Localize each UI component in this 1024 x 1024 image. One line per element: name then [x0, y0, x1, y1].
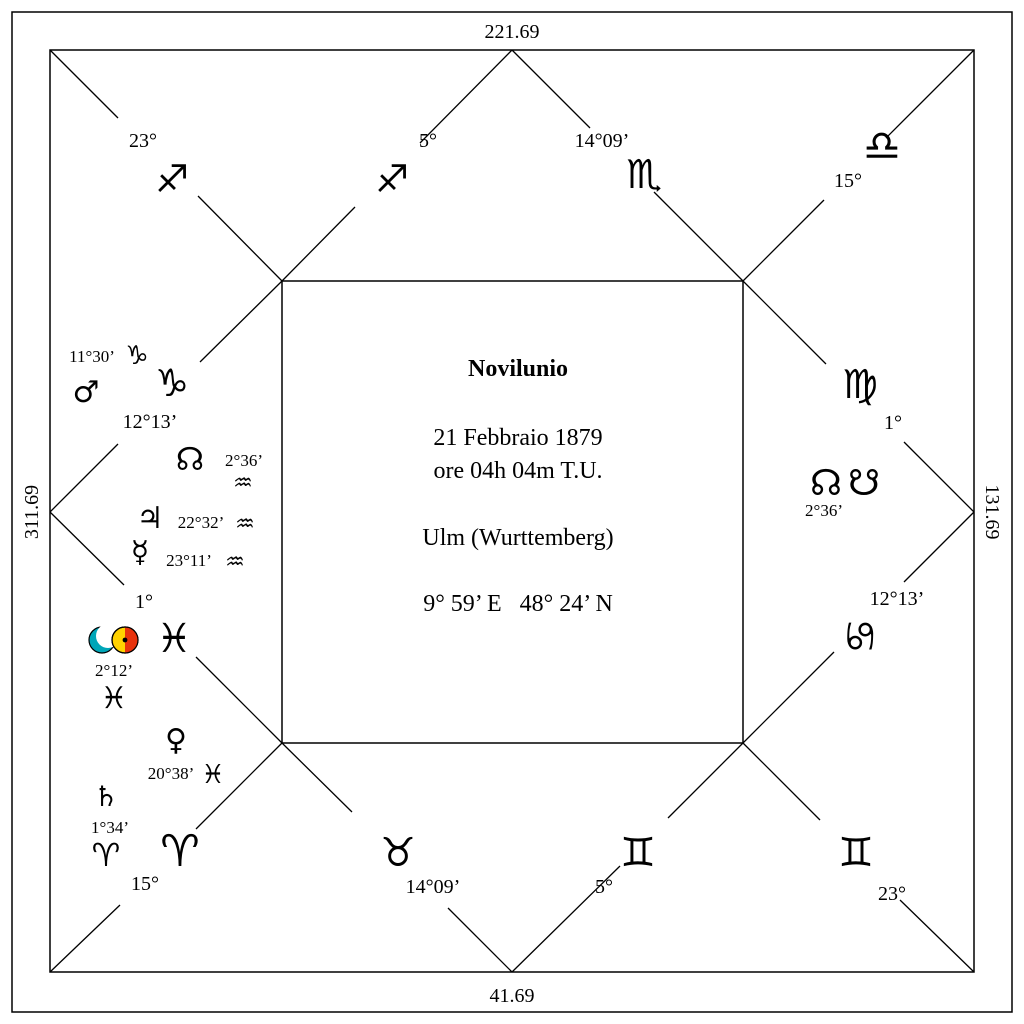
nodes-right-position: 2°36’	[805, 501, 843, 520]
mercury-position: 23°11’	[166, 551, 212, 570]
pisces-icon: ♓	[156, 616, 192, 662]
edge-left-label: 311.69	[21, 484, 43, 540]
gemini-icon: ♊	[838, 830, 874, 876]
edge-right-label: 131.69	[981, 484, 1003, 540]
capricorn-icon: ♑	[154, 361, 190, 405]
south-node-right-icon: ☋	[848, 463, 880, 504]
mercury-icon: ☿	[130, 535, 150, 570]
chart-coords: 9° 59’ E 48° 24’ N	[423, 591, 613, 617]
north-node-left-position: 2°36’	[225, 451, 263, 470]
aquarius-icon: ♒	[225, 550, 245, 575]
north-node-right-icon: ☊	[810, 463, 842, 504]
libra-icon: ♎	[863, 121, 901, 170]
aquarius-icon: ♒	[233, 471, 253, 496]
mars-icon: ♂	[72, 375, 100, 410]
cusp-degree-tr-outer: 15°	[834, 170, 862, 192]
sun-icon	[112, 627, 138, 653]
pisces-icon: ♓	[100, 681, 128, 716]
saturn-position: 1°34’	[91, 818, 129, 837]
taurus-icon: ♉	[380, 830, 416, 876]
sagittarius-icon: ♐	[374, 157, 410, 201]
north-node-left-icon: ☊	[175, 440, 205, 478]
venus-position: 20°38’	[147, 764, 195, 783]
virgo-icon: ♍	[842, 362, 878, 408]
edge-top-label: 221.69	[484, 21, 540, 43]
jupiter-icon: ♃	[136, 501, 164, 536]
chart-place: Ulm (Wurttemberg)	[422, 525, 614, 551]
cusp-degree-tl-outer: 23°	[129, 130, 157, 152]
cusp-degree-bottom-left: 14°09’	[405, 876, 461, 898]
gemini-icon: ♊	[620, 830, 656, 876]
saturn-icon: ♄	[93, 780, 119, 813]
cusp-degree-br-outer: 23°	[878, 883, 906, 905]
sagittarius-icon: ♐	[154, 157, 190, 201]
cusp-degree-bl-outer: 15°	[131, 873, 159, 895]
cusp-degree-right-lower: 12°13’	[869, 588, 925, 610]
sun-dot	[123, 638, 128, 643]
venus-icon: ♀	[165, 723, 187, 758]
mars-position: 11°30’	[69, 347, 115, 366]
capricorn-icon: ♑	[125, 341, 149, 371]
cusp-degree-left-lower: 1°	[135, 591, 153, 613]
cusp-degree-bottom-right: 5°	[595, 876, 613, 898]
cusp-degree-top-left: 5°	[419, 130, 437, 152]
aries-icon: ♈	[160, 826, 200, 877]
edge-bottom-label: 41.69	[489, 985, 535, 1007]
cusp-degree-top-right: 14°09’	[574, 130, 630, 152]
cusp-degree-left-upper: 12°13’	[122, 411, 178, 433]
cusp-degree-right-upper: 1°	[884, 412, 902, 434]
chart-time: ore 04h 04m T.U.	[433, 458, 603, 484]
scorpio-icon: ♏	[626, 152, 662, 198]
pisces-icon: ♓	[201, 760, 225, 790]
sun-moon-position: 2°12’	[95, 661, 133, 680]
chart-date: 21 Febbraio 1879	[433, 425, 603, 451]
cancer-icon: ♋	[836, 618, 882, 654]
jupiter-position: 22°32’	[177, 513, 225, 532]
inner-square	[282, 281, 743, 743]
aquarius-icon: ♒	[235, 512, 255, 537]
chart-title: Novilunio	[467, 356, 569, 382]
aries-icon: ♈	[91, 836, 121, 874]
